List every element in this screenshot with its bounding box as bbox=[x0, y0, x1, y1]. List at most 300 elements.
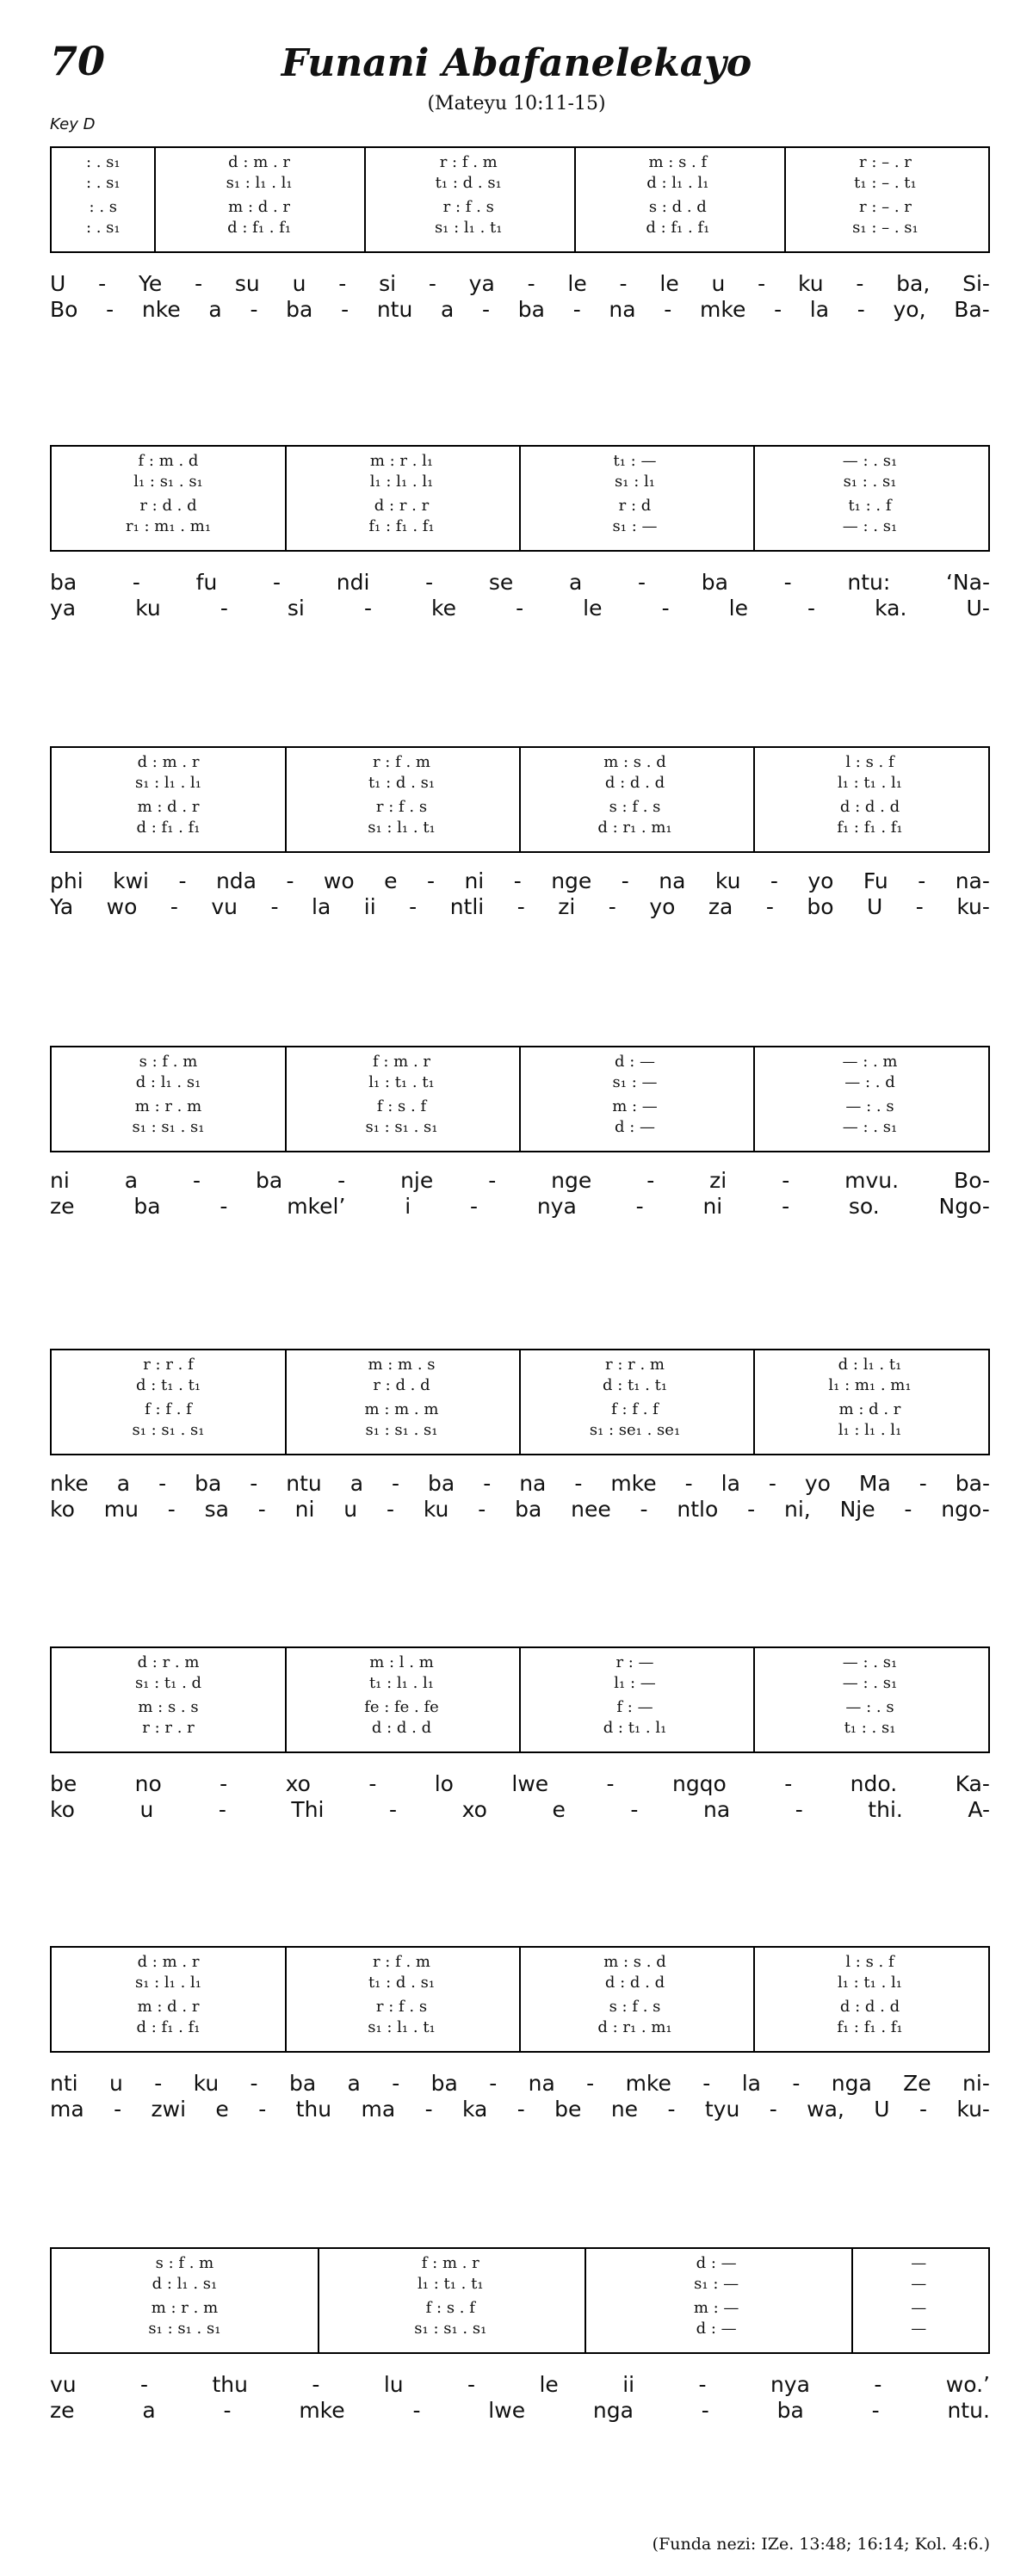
lyric-syllable: Ngo- bbox=[938, 1194, 990, 1219]
lyric-syllable: Nje bbox=[839, 1497, 875, 1522]
lyric-syllable: ku bbox=[797, 271, 824, 296]
lyric-syllable: ba bbox=[133, 1194, 161, 1219]
lyric-syllable: ngo- bbox=[941, 1497, 990, 1522]
lyric-syllable: ni bbox=[464, 868, 485, 893]
lyric-syllable: nda bbox=[215, 868, 257, 893]
solfa-note: — : . s₁ bbox=[842, 1653, 898, 1671]
tenor-row bbox=[52, 497, 988, 515]
lyric-syllable: na bbox=[528, 2071, 555, 2096]
lyric-syllable: a bbox=[124, 1168, 139, 1193]
solfa-note: d : d . d bbox=[604, 1974, 665, 1992]
lyric-syllable: Bo bbox=[50, 297, 78, 322]
lyric-syllable: wo bbox=[323, 868, 355, 893]
system-6 bbox=[50, 1646, 990, 1753]
lyric-syllable: ni, bbox=[783, 1497, 811, 1522]
lyric-syllable: na bbox=[609, 297, 636, 322]
solfa-note: s₁ : l₁ . l₁ bbox=[134, 774, 202, 792]
lyric-syllable: - bbox=[482, 297, 491, 322]
lyric-line-2 bbox=[50, 297, 990, 323]
lyric-syllable: Ya bbox=[50, 894, 74, 919]
solfa-note: l₁ : s₁ . s₁ bbox=[133, 473, 203, 491]
lyric-syllable: nya bbox=[536, 1194, 577, 1219]
lyric-syllable: le bbox=[583, 596, 603, 621]
lyric-syllable: a bbox=[441, 297, 455, 322]
lyric-syllable: - bbox=[747, 1497, 756, 1522]
solfa-note: r : d . d bbox=[373, 1376, 430, 1394]
solfa-note: l₁ : m₁ . m₁ bbox=[828, 1376, 912, 1394]
lyric-syllable: - bbox=[258, 2097, 267, 2122]
lyric-syllable: la bbox=[721, 1471, 740, 1496]
solfa-note: f₁ : f₁ . f₁ bbox=[368, 517, 435, 535]
lyric-line-2 bbox=[50, 1194, 990, 1220]
lyric-syllable: sa bbox=[204, 1497, 229, 1522]
solfa-note: m : r . m bbox=[134, 1097, 202, 1115]
solfa-note: s : f . m bbox=[139, 1053, 198, 1071]
lyric-syllable: - bbox=[702, 2071, 711, 2096]
solfa-note: m : l . m bbox=[369, 1653, 434, 1671]
lyric-syllable: bo bbox=[807, 894, 834, 919]
solfa-note: s₁ : s₁ . s₁ bbox=[365, 1421, 438, 1439]
staff bbox=[50, 1349, 990, 1455]
solfa-note: s : d . d bbox=[648, 198, 707, 216]
lyric-syllable: - bbox=[698, 2372, 707, 2397]
lyric-line-1 bbox=[50, 570, 990, 596]
lyric-syllable: - bbox=[220, 596, 228, 621]
lyric-syllable: wa, bbox=[807, 2097, 844, 2122]
solfa-note: s₁ : s₁ . s₁ bbox=[414, 2320, 487, 2338]
solfa-note: : . s₁ bbox=[85, 174, 121, 192]
soprano-row bbox=[52, 1654, 988, 1671]
lyric-syllable: wo.’ bbox=[945, 2372, 990, 2397]
lyric-line-1 bbox=[50, 1168, 990, 1194]
solfa-note: m : d . r bbox=[838, 1400, 901, 1418]
solfa-note: m : r . l₁ bbox=[369, 452, 434, 470]
lyric-syllable: na bbox=[519, 1471, 547, 1496]
lyric-syllable: - bbox=[661, 596, 670, 621]
lyric-syllable: - bbox=[409, 894, 418, 919]
lyric-line-2 bbox=[50, 596, 990, 621]
soprano-row bbox=[52, 2255, 988, 2272]
solfa-note: t₁ : – . t₁ bbox=[854, 174, 917, 192]
lyric-syllable: nya bbox=[770, 2372, 810, 2397]
lyric-syllable: ba bbox=[430, 2071, 458, 2096]
solfa-note: t₁ : . f bbox=[848, 497, 892, 515]
solfa-note: — : . d bbox=[844, 1073, 895, 1091]
lyric-syllable: na- bbox=[955, 868, 990, 893]
lyric-syllable: Ma bbox=[858, 1471, 891, 1496]
lyric-syllable: u bbox=[108, 2071, 123, 2096]
lyric-syllable: no bbox=[134, 1771, 162, 1796]
lyric-syllable: i bbox=[405, 1194, 411, 1219]
lyric-syllable: - bbox=[770, 868, 778, 893]
lyric-syllable: ndi bbox=[336, 570, 370, 595]
lyric-syllable: - bbox=[792, 2071, 801, 2096]
solfa-note: s₁ : s₁ . s₁ bbox=[365, 1118, 438, 1136]
soprano-row bbox=[52, 754, 988, 771]
lyric-syllable: ii bbox=[363, 894, 376, 919]
lyric-syllable: u bbox=[343, 1497, 358, 1522]
solfa-note: t₁ : d . s₁ bbox=[368, 1974, 436, 1992]
staff bbox=[50, 1946, 990, 2053]
solfa-note: r : r . m bbox=[605, 1356, 665, 1374]
alto-row bbox=[52, 775, 988, 792]
lyric-syllable: - bbox=[640, 1497, 648, 1522]
solfa-note: s₁ : — bbox=[694, 2275, 739, 2293]
solfa-note: r₁ : m₁ . m₁ bbox=[125, 517, 212, 535]
lyric-syllable: za bbox=[708, 894, 733, 919]
solfa-note: f : s . f bbox=[425, 2299, 475, 2317]
solfa-note: d : l₁ . l₁ bbox=[646, 174, 709, 192]
solfa-note: d : f₁ . f₁ bbox=[136, 2018, 201, 2036]
tenor-row bbox=[52, 199, 988, 216]
solfa-note: — bbox=[911, 2299, 927, 2317]
lyric-syllable: ba bbox=[286, 297, 313, 322]
solfa-note: t₁ : d . s₁ bbox=[368, 774, 436, 792]
soprano-row bbox=[52, 1356, 988, 1374]
lyric-syllable: - bbox=[684, 1471, 693, 1496]
solfa-note: m : s . f bbox=[648, 153, 708, 171]
lyric-syllable: ko bbox=[50, 1797, 75, 1822]
lyric-syllable: ni bbox=[702, 1194, 723, 1219]
lyric-syllable: - bbox=[606, 1771, 615, 1796]
solfa-note: m : — bbox=[693, 2299, 739, 2317]
lyric-syllable: u bbox=[292, 271, 306, 296]
alto-row bbox=[52, 2276, 988, 2293]
solfa-note: r : f . m bbox=[372, 1953, 430, 1971]
lyric-syllable: U bbox=[874, 2097, 890, 2122]
solfa-note: d : m . r bbox=[137, 753, 200, 771]
lyric-line-2 bbox=[50, 2097, 990, 2122]
lyric-syllable: ba bbox=[776, 2398, 804, 2423]
lyric-syllable: - bbox=[114, 2097, 122, 2122]
lyric-syllable: ze bbox=[50, 2398, 75, 2423]
solfa-note: l₁ : t₁ . t₁ bbox=[368, 1073, 435, 1091]
lyric-syllable: ku bbox=[714, 868, 741, 893]
lyric-syllable: ko bbox=[50, 1497, 75, 1522]
lyric-syllable: mke bbox=[299, 2398, 345, 2423]
lyric-syllable: u bbox=[711, 271, 726, 296]
bass-row bbox=[52, 819, 988, 837]
solfa-note: r : f . s bbox=[375, 1998, 428, 2016]
lyric-syllable: - bbox=[871, 2398, 880, 2423]
lyric-syllable: - bbox=[608, 894, 616, 919]
lyric-syllable: nke bbox=[141, 297, 181, 322]
solfa-note: r : r . r bbox=[142, 1719, 195, 1737]
lyric-syllable: - bbox=[489, 2071, 498, 2096]
lyric-syllable: U bbox=[867, 894, 883, 919]
lyric-syllable: ze bbox=[50, 1194, 75, 1219]
lyric-syllable: - bbox=[574, 1471, 583, 1496]
lyric-syllable: ndo. bbox=[850, 1771, 898, 1796]
soprano-row bbox=[52, 453, 988, 470]
solfa-note: r : f . m bbox=[372, 753, 430, 771]
lyric-syllable: ba bbox=[515, 1497, 542, 1522]
lyric-syllable: ii bbox=[622, 2372, 635, 2397]
lyric-syllable: - bbox=[516, 894, 525, 919]
lyric-syllable: - bbox=[223, 2398, 232, 2423]
lyric-syllable: a bbox=[116, 1471, 131, 1496]
lyric-line-2 bbox=[50, 1797, 990, 1823]
alto-row bbox=[52, 1377, 988, 1394]
solfa-note: : . s₁ bbox=[85, 219, 121, 237]
solfa-note: r : — bbox=[615, 1653, 654, 1671]
solfa-note: r : d bbox=[618, 497, 652, 515]
lyric-syllable: ba bbox=[517, 297, 545, 322]
lyric-syllable: - bbox=[516, 2097, 525, 2122]
solfa-note: — bbox=[911, 2254, 927, 2272]
lyric-syllable: - bbox=[857, 297, 865, 322]
lyric-syllable: e bbox=[384, 868, 398, 893]
lyric-syllable: si bbox=[287, 596, 305, 621]
lyric-syllable: - bbox=[426, 868, 435, 893]
solfa-note: — bbox=[911, 2320, 927, 2338]
lyric-syllable: - bbox=[765, 894, 774, 919]
lyric-syllable: lo bbox=[434, 1771, 454, 1796]
lyric-syllable: - bbox=[341, 297, 349, 322]
solfa-note: s₁ : s₁ . s₁ bbox=[132, 1118, 205, 1136]
solfa-note: s₁ : l₁ . l₁ bbox=[134, 1974, 202, 1992]
lyric-syllable: zi bbox=[709, 1168, 727, 1193]
lyric-syllable: yo bbox=[649, 894, 676, 919]
lyric-syllable: Bo- bbox=[954, 1168, 990, 1193]
solfa-note: f : f . f bbox=[145, 1400, 192, 1418]
lyric-syllable: - bbox=[158, 1471, 167, 1496]
solfa-note: l₁ : l₁ . l₁ bbox=[838, 1421, 902, 1439]
solfa-note: s₁ : l₁ . l₁ bbox=[226, 174, 293, 192]
lyric-syllable: nga bbox=[831, 2071, 872, 2096]
solfa-note: — bbox=[911, 2275, 927, 2293]
lyric-syllable: a bbox=[208, 297, 222, 322]
solfa-note: m : m . m bbox=[364, 1400, 439, 1418]
lyric-syllable: wo bbox=[106, 894, 138, 919]
lyric-syllable: mke bbox=[700, 297, 746, 322]
tenor-row bbox=[52, 2300, 988, 2317]
solfa-note: d : d . d bbox=[604, 774, 665, 792]
lyric-syllable: - bbox=[250, 1471, 258, 1496]
lyric-syllable: - bbox=[621, 868, 629, 893]
solfa-note: s₁ : — bbox=[612, 517, 658, 535]
lyric-syllable: - bbox=[424, 2097, 433, 2122]
lyric-syllable: U- bbox=[966, 596, 990, 621]
solfa-note: s : f . m bbox=[155, 2254, 214, 2272]
lyric-syllable: mke bbox=[610, 1471, 657, 1496]
solfa-note: s₁ : — bbox=[612, 1073, 658, 1091]
lyric-line-2 bbox=[50, 894, 990, 920]
lyric-syllable: tyu bbox=[704, 2097, 740, 2122]
solfa-note: — : . s bbox=[845, 1698, 894, 1716]
solfa-note: s₁ : – . s₁ bbox=[852, 219, 919, 237]
lyric-syllable: - bbox=[257, 1497, 266, 1522]
lyric-syllable: - bbox=[619, 271, 628, 296]
solfa-note: r : f . s bbox=[375, 798, 428, 816]
solfa-note: s₁ : t₁ . d bbox=[134, 1674, 202, 1692]
lyric-syllable: ni- bbox=[962, 2071, 990, 2096]
lyric-syllable: - bbox=[758, 271, 766, 296]
lyric-syllable: ma bbox=[361, 2097, 396, 2122]
solfa-note: s : f . s bbox=[609, 798, 661, 816]
solfa-note: d : — bbox=[614, 1053, 656, 1071]
lyric-syllable: - bbox=[769, 2097, 777, 2122]
solfa-note: s : f . s bbox=[609, 1998, 661, 2016]
lyric-syllable: lwe bbox=[488, 2398, 526, 2423]
lyric-syllable: A- bbox=[968, 1797, 990, 1822]
lyric-syllable: lu bbox=[383, 2372, 404, 2397]
system-7 bbox=[50, 1946, 990, 2053]
lyric-syllable: ba bbox=[50, 570, 77, 595]
lyric-line-1 bbox=[50, 2372, 990, 2398]
lyric-syllable: la bbox=[741, 2071, 761, 2096]
lyric-syllable: u bbox=[139, 1797, 154, 1822]
lyric-syllable: thi. bbox=[868, 1797, 903, 1822]
alto-row bbox=[52, 473, 988, 491]
lyric-syllable: - bbox=[856, 271, 864, 296]
lyric-syllable: - bbox=[774, 297, 782, 322]
solfa-note: f : s . f bbox=[376, 1097, 427, 1115]
solfa-note: t₁ : . s₁ bbox=[844, 1719, 896, 1737]
solfa-note: — : . s₁ bbox=[842, 1118, 898, 1136]
lyric-syllable: Ba- bbox=[954, 297, 990, 322]
bass-row bbox=[52, 518, 988, 535]
lyric-syllable: - bbox=[250, 297, 258, 322]
tenor-row bbox=[52, 1401, 988, 1418]
lyric-syllable: - bbox=[904, 1497, 912, 1522]
lyric-line-1 bbox=[50, 2071, 990, 2097]
lyric-syllable: - bbox=[467, 2372, 476, 2397]
lyric-syllable: - bbox=[392, 2071, 400, 2096]
lyric-syllable: be bbox=[554, 2097, 582, 2122]
solfa-note: d : r₁ . m₁ bbox=[597, 2018, 672, 2036]
solfa-note: f : m . d bbox=[138, 452, 199, 470]
solfa-note: d : r₁ . m₁ bbox=[597, 819, 672, 837]
lyric-syllable: - bbox=[98, 271, 107, 296]
solfa-note: m : — bbox=[612, 1097, 658, 1115]
solfa-note: d : f₁ . f₁ bbox=[136, 819, 201, 837]
solfa-note: m : d . r bbox=[228, 198, 291, 216]
lyric-syllable: na bbox=[703, 1797, 731, 1822]
solfa-note: d : f₁ . f₁ bbox=[646, 219, 710, 237]
lyric-syllable: ba bbox=[701, 570, 728, 595]
lyric-syllable: - bbox=[338, 271, 347, 296]
lyric-syllable: nje bbox=[400, 1168, 434, 1193]
solfa-note: s₁ : s₁ . s₁ bbox=[132, 1421, 205, 1439]
system-4 bbox=[50, 1046, 990, 1152]
lyric-syllable: ke bbox=[431, 596, 457, 621]
lyric-syllable: - bbox=[270, 894, 279, 919]
lyric-syllable: ntu bbox=[376, 297, 413, 322]
lyric-syllable: - bbox=[527, 271, 535, 296]
lyric-syllable: ntlo bbox=[677, 1497, 719, 1522]
lyric-syllable: - bbox=[167, 1497, 176, 1522]
lyric-syllable: - bbox=[363, 596, 372, 621]
lyric-syllable: yo bbox=[807, 868, 834, 893]
lyric-syllable: - bbox=[664, 297, 672, 322]
lyric-syllable: nge bbox=[551, 1168, 592, 1193]
lyric-syllable: ba bbox=[428, 1471, 455, 1496]
lyric-syllable: nti bbox=[50, 2071, 78, 2096]
hymn-number: 70 bbox=[50, 38, 106, 84]
lyric-syllable: - bbox=[469, 1194, 479, 1219]
lyric-syllable: vu bbox=[211, 894, 238, 919]
lyric-syllable: ba bbox=[195, 1471, 222, 1496]
solfa-note: s₁ : s₁ . s₁ bbox=[148, 2320, 221, 2338]
solfa-note: d : f₁ . f₁ bbox=[227, 219, 292, 237]
solfa-note: r : f . m bbox=[439, 153, 498, 171]
lyric-syllable: - bbox=[425, 570, 434, 595]
solfa-note: r : – . r bbox=[859, 198, 912, 216]
lyric-syllable: ntu: bbox=[847, 570, 891, 595]
solfa-note: f₁ : f₁ . f₁ bbox=[837, 2018, 903, 2036]
lyric-syllable: - bbox=[154, 2071, 163, 2096]
lyric-syllable: - bbox=[220, 1771, 228, 1796]
lyric-syllable: - bbox=[386, 1497, 394, 1522]
lyric-syllable: su bbox=[234, 271, 260, 296]
tenor-row bbox=[52, 1699, 988, 1716]
page-header bbox=[0, 0, 1033, 133]
lyric-syllable: nge bbox=[551, 868, 592, 893]
lyric-syllable: ne bbox=[610, 2097, 639, 2122]
solfa-note: l : s . f bbox=[845, 753, 894, 771]
lyric-syllable: a bbox=[142, 2398, 156, 2423]
lyric-syllable: ni bbox=[50, 1168, 70, 1193]
lyric-syllable: - bbox=[630, 1797, 639, 1822]
staff bbox=[50, 746, 990, 853]
lyric-syllable: thu bbox=[212, 2372, 248, 2397]
solfa-note: m : d . r bbox=[137, 1998, 200, 2016]
solfa-note: d : — bbox=[696, 2254, 737, 2272]
solfa-note: s₁ : l₁ . t₁ bbox=[368, 819, 436, 837]
lyric-syllable: be bbox=[50, 1771, 77, 1796]
solfa-note: d : d . d bbox=[371, 1719, 432, 1737]
staff bbox=[50, 445, 990, 552]
soprano-row bbox=[52, 1954, 988, 1971]
lyric-line-2 bbox=[50, 1497, 990, 1523]
lyric-syllable: - bbox=[701, 2398, 709, 2423]
lyric-syllable: mvu. bbox=[844, 1168, 900, 1193]
lyric-syllable: vu bbox=[50, 2372, 77, 2397]
solfa-note: m : m . s bbox=[368, 1356, 436, 1374]
lyric-syllable: - bbox=[919, 2097, 927, 2122]
lyric-syllable: le bbox=[539, 2372, 559, 2397]
lyric-syllable: - bbox=[637, 570, 646, 595]
solfa-note: f : f . f bbox=[611, 1400, 659, 1418]
lyric-syllable: a bbox=[568, 570, 583, 595]
lyric-syllable: e bbox=[552, 1797, 566, 1822]
lyric-syllable: - bbox=[178, 868, 187, 893]
solfa-note: d : t₁ . t₁ bbox=[602, 1376, 668, 1394]
lyric-syllable: zi bbox=[558, 894, 576, 919]
lyric-syllable: - bbox=[428, 271, 436, 296]
lyric-line-1 bbox=[50, 868, 990, 894]
lyric-syllable: zwi bbox=[151, 2097, 187, 2122]
lyric-line-2 bbox=[50, 2398, 990, 2424]
lyric-syllable: nga bbox=[592, 2398, 634, 2423]
solfa-note: d : r . r bbox=[374, 497, 430, 515]
lyric-syllable: - bbox=[782, 1194, 790, 1219]
solfa-note: s₁ : l₁ . t₁ bbox=[368, 2018, 436, 2036]
solfa-note: d : r . m bbox=[137, 1653, 200, 1671]
lyric-syllable: - bbox=[768, 1471, 776, 1496]
scripture-reference: (Mateyu 10:11-15) bbox=[427, 93, 606, 114]
alto-row bbox=[52, 1074, 988, 1091]
lyric-syllable: so. bbox=[848, 1194, 880, 1219]
lyric-syllable: ka bbox=[462, 2097, 488, 2122]
solfa-note: f : — bbox=[616, 1698, 653, 1716]
soprano-row bbox=[52, 1053, 988, 1071]
solfa-note: fe : fe . fe bbox=[364, 1698, 439, 1716]
lyric-syllable: ntli bbox=[449, 894, 485, 919]
lyric-syllable: ba bbox=[255, 1168, 283, 1193]
lyric-syllable: e bbox=[215, 2097, 229, 2122]
